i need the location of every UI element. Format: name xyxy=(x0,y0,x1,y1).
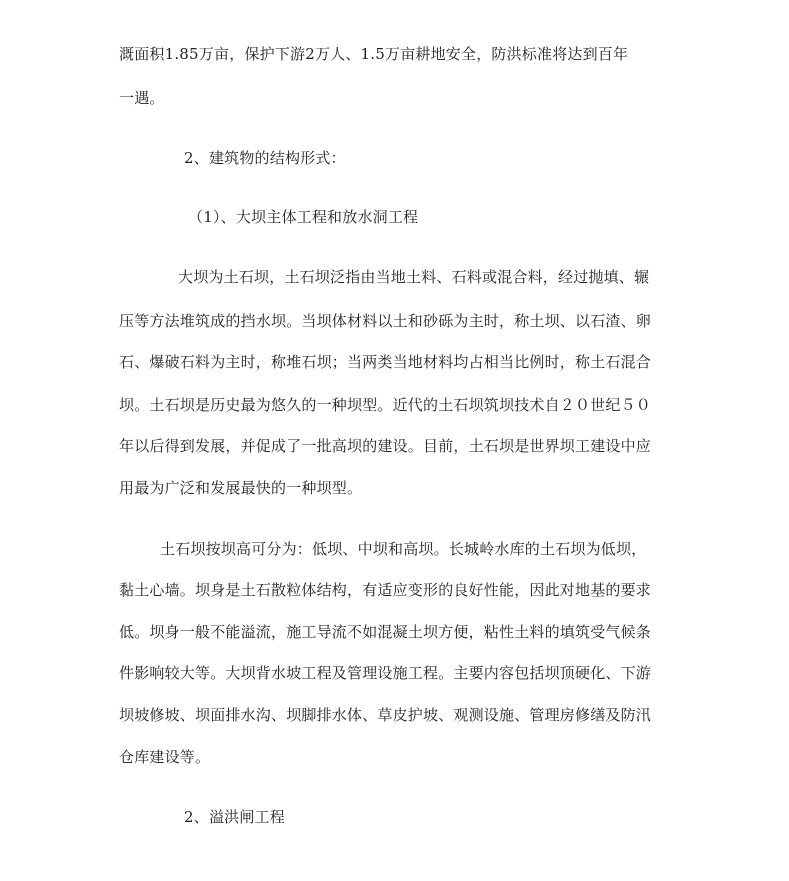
paragraph-1-line-2: 压等方法堆筑成的挡水坝。当坝体材料以土和砂砾为主时，称土坝、以石渣、卵 xyxy=(119,312,652,330)
paragraph-2-line-6: 仓库建设等。 xyxy=(119,748,211,766)
paragraph-1-line-5: 年以后得到发展，并促成了一批高坝的建设。目前，土石坝是世界坝工建设中应 xyxy=(119,437,652,455)
paragraph-2-line-2: 黏土心墙。坝身是土石散粒体结构，有适应变形的良好性能，因此对地基的要求 xyxy=(119,581,652,599)
paragraph-2-line-3: 低。坝身一般不能溢流，施工导流不如混凝土坝方便，粘性土料的填筑受气候条 xyxy=(119,623,652,641)
paragraph-2-line-1: 土石坝按坝高可分为：低坝、中坝和高坝。长城岭水库的土石坝为低坝， xyxy=(160,540,647,558)
paragraph-1-line-6: 用最为广泛和发展最快的一种坝型。 xyxy=(119,479,363,497)
section-heading: 2、建筑物的结构形式： xyxy=(184,149,346,167)
paragraph-2-line-5: 坝坡修坡、坝面排水沟、坝脚排水体、草皮护坡、观测设施、管理房修缮及防汛 xyxy=(119,706,652,724)
next-section-heading: 2、溢洪闸工程 xyxy=(184,808,285,826)
paragraph-1-line-4: 坝。土石坝是历史最为悠久的一种坝型。近代的土石坝筑坝技术自２０世纪５０ xyxy=(119,396,652,414)
paragraph-2-line-4: 件影响较大等。大坝背水坡工程及管理设施工程。主要内容包括坝顶硬化、下游 xyxy=(119,664,652,682)
paragraph-1-line-1: 大坝为土石坝，土石坝泛指由当地土料、石料或混合料，经过抛填、辗 xyxy=(178,268,650,286)
intro-line-1: 溉面积1.85万亩，保护下游2万人、1.5万亩耕地安全，防洪标准将达到百年 xyxy=(119,45,629,63)
subsection-heading: （1）、大坝主体工程和放水洞工程 xyxy=(188,208,419,226)
paragraph-1-line-3: 石、爆破石料为主时，称堆石坝；当两类当地材料均占相当比例时，称土石混合 xyxy=(119,353,652,371)
intro-line-2: 一遇。 xyxy=(119,89,165,107)
